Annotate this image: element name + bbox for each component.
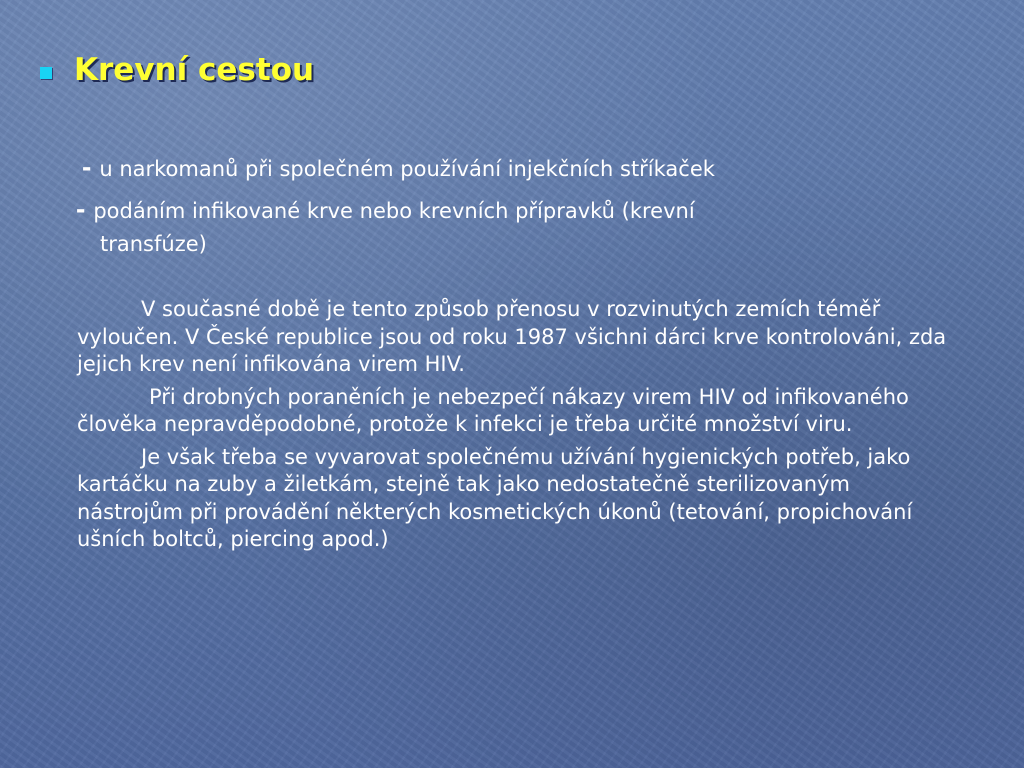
paragraph-3 [77,444,957,554]
square-bullet-icon [40,67,52,79]
dash-item-1 [82,152,715,184]
paragraph-text: Je však třeba se vyvarovat společnému užívání hygienických potřeb, jako kartáčku na zuby a žiletkám, stejně tak jako nedostatečně sterilizovaným nástrojům při provádění některých kosmetických úkonů (tetování, propichování ušních boltců, piercing apod.) [77,444,913,551]
paragraph-text: V současné době je tento způsob přenosu v rozvinutých zemích téměř vyloučen. V České republice jsou od roku 1987 všichni dárci krve kontrolováni, zda jejich krev není infikována virem HIV. [77,297,947,376]
dash-item-2-continuation: transfúze) [100,232,207,256]
dash-item-text: podáním infikované krve nebo krevních přípravků (krevní [93,199,695,223]
slide-title: Krevní cestou [74,52,315,88]
dash-item-2 [76,194,896,226]
paragraph-1 [77,296,957,379]
paragraph-2 [77,384,957,439]
paragraph-text: Při drobných poraněních je nebezpečí nákazy virem HIV od infikovaného člověka nepravděpodobné, protože k infekci je třeba určité množství viru. [77,384,909,436]
dash-marker: - [76,193,86,224]
title-row [40,52,314,88]
body-text [77,296,957,559]
dash-item-text: u narkomanů při společném používání injekčních stříkaček [99,157,715,181]
dash-marker: - [82,151,92,182]
